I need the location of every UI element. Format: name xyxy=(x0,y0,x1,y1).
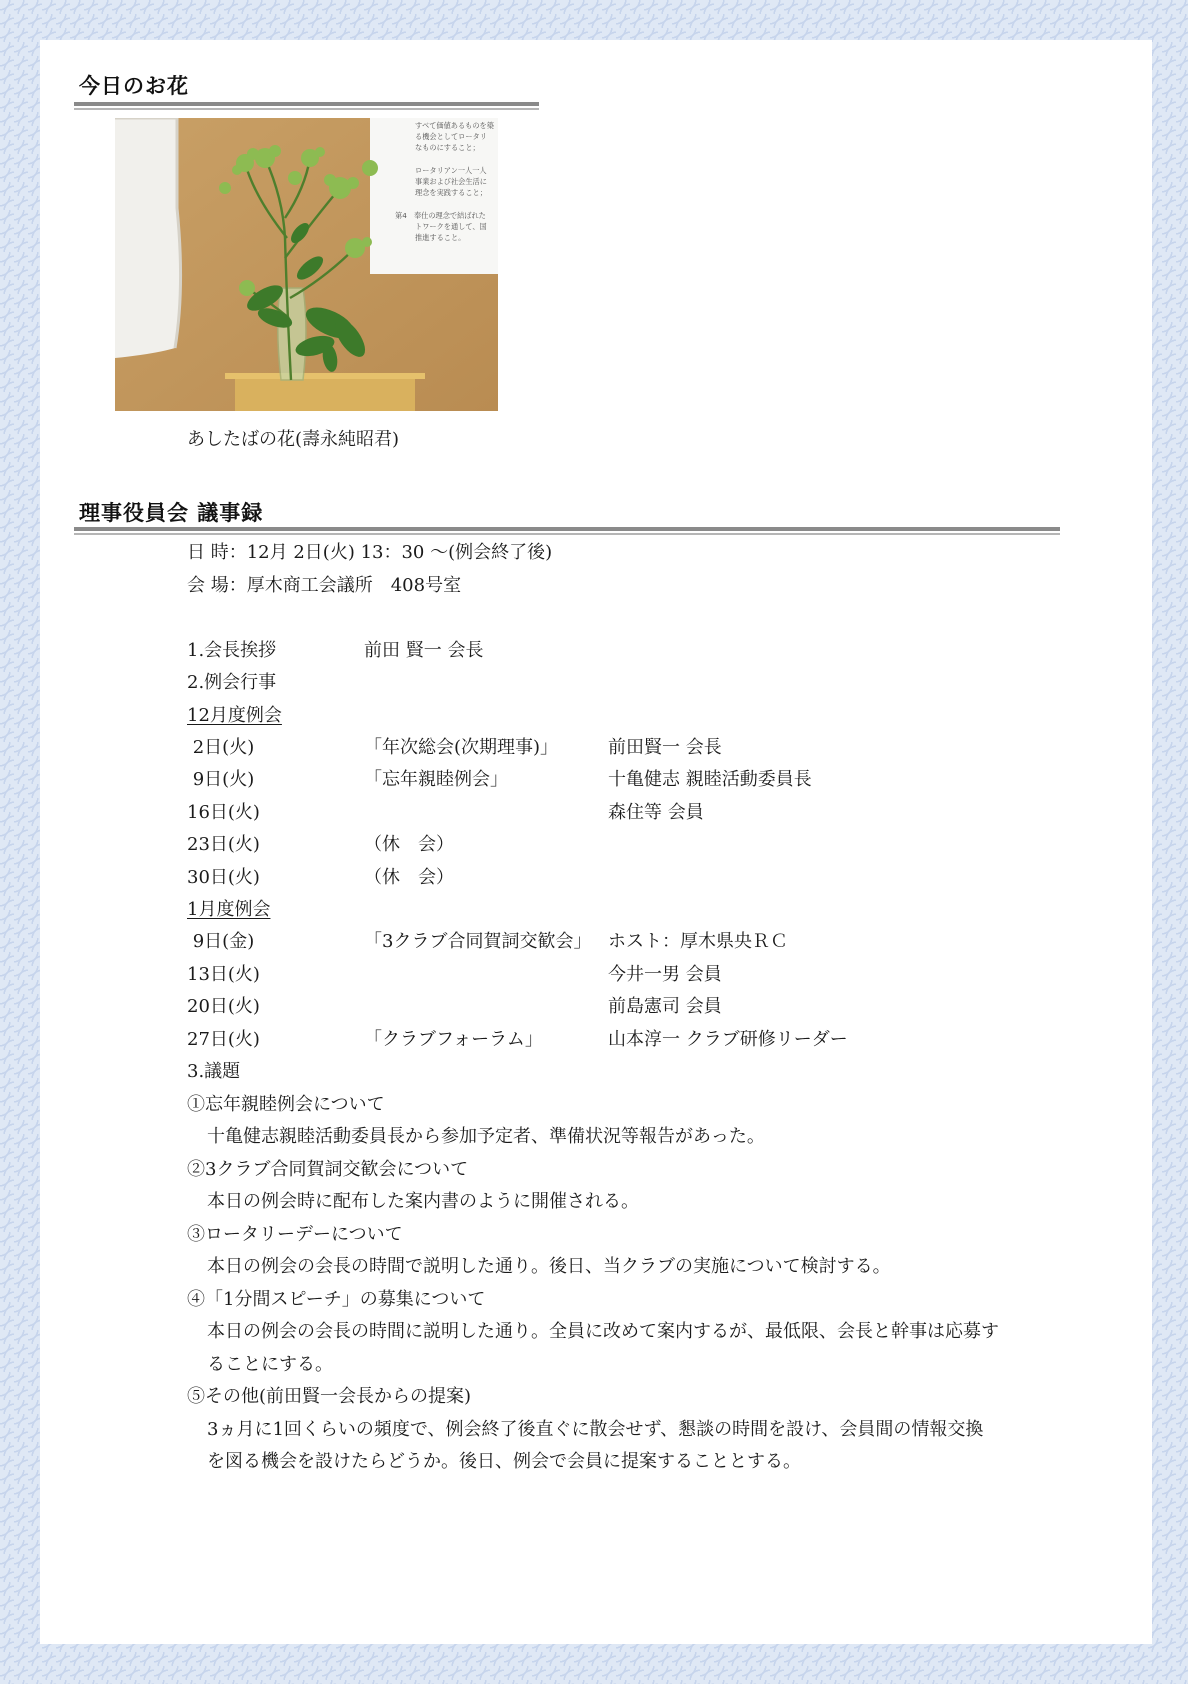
agenda-item-body: ることにする。 xyxy=(207,1354,333,1375)
schedule-event: （休 会） xyxy=(364,834,454,855)
schedule-date: 16日(火) xyxy=(187,802,260,823)
schedule-date: 9日(金) xyxy=(187,931,255,952)
schedule-event: 「忘年親睦例会」 xyxy=(364,769,508,790)
flower-heading-rule xyxy=(74,102,539,110)
flower-caption: あしたばの花(壽永純昭君) xyxy=(187,429,400,450)
svg-text:事業および社会生活に: 事業および社会生活に xyxy=(415,177,487,186)
agenda-item-body: 本日の例会の会長の時間で説明した通り。後日、当クラブの実施について検討する。 xyxy=(207,1256,891,1277)
agenda-item-body: 3ヵ月に1回くらいの頻度で、例会終了後直ぐに散会せず、懇談の時間を設け、会員間の情報交換 xyxy=(207,1419,984,1440)
flower-heading: 今日のお花 xyxy=(79,74,189,98)
flower-photo xyxy=(115,118,498,411)
agenda-item-body: 本日の例会時に配布した案内書のように開催される。 xyxy=(207,1191,639,1212)
greeting-person: 前田 賢一 会長 xyxy=(364,640,484,661)
schedule-date: 13日(火) xyxy=(187,964,260,985)
agenda-item-body: 十亀健志親睦活動委員長から参加予定者、準備状況等報告があった。 xyxy=(207,1126,765,1147)
schedule-person: 前田賢一 会長 xyxy=(608,737,722,758)
events-label: 2.例会行事 xyxy=(187,672,277,693)
svg-text:理念を実践すること；: 理念を実践すること； xyxy=(415,188,487,197)
agenda-item-title: ③ロータリーデーについて xyxy=(187,1224,403,1245)
schedule-date: 2日(火) xyxy=(187,737,255,758)
schedule-date: 30日(火) xyxy=(187,867,260,888)
schedule-person: 山本淳一 クラブ研修リーダー xyxy=(608,1029,848,1050)
schedule-event: （休 会） xyxy=(364,867,454,888)
svg-text:ロータリアン一人一人: ロータリアン一人一人 xyxy=(415,166,487,175)
svg-text:る機会としてロータリ: る機会としてロータリ xyxy=(415,132,487,141)
meeting-datetime: 日 時：12月 2日(火) 13：30 ～(例会終了後) xyxy=(187,542,553,563)
agenda-item-title: ①忘年親睦例会について xyxy=(187,1094,385,1115)
schedule-date: 23日(火) xyxy=(187,834,260,855)
schedule-person: 今井一男 会員 xyxy=(608,964,722,985)
flower-arrangement-illustration xyxy=(115,118,498,411)
agenda-item-title: ⑤その他(前田賢一会長からの提案) xyxy=(187,1386,472,1407)
schedule-person: ホスト：厚木県央ＲＣ xyxy=(608,931,788,952)
agenda-item-title: ②3クラブ合同賀詞交歓会について xyxy=(187,1159,469,1180)
svg-text:推進すること。: 推進すること。 xyxy=(415,233,466,242)
svg-text:第4 奉仕の理念で結ばれた: 第4 奉仕の理念で結ばれた xyxy=(395,211,486,220)
schedule-event: 「年次総会(次期理事)」 xyxy=(364,737,559,758)
meeting-venue: 会 場：厚木商工会議所 408号室 xyxy=(187,575,462,596)
greeting-label: 1.会長挨拶 xyxy=(187,640,277,661)
december-meetings-label: 12月度例会 xyxy=(187,705,282,726)
schedule-date: 20日(火) xyxy=(187,996,260,1017)
schedule-date: 9日(火) xyxy=(187,769,255,790)
schedule-event: 「クラブフォーラム」 xyxy=(364,1029,543,1050)
agenda-label: 3.議題 xyxy=(187,1061,241,1082)
svg-text:なものにすること；: なものにすること； xyxy=(415,143,480,152)
schedule-date: 27日(火) xyxy=(187,1029,260,1050)
svg-text:トワークを通して、国: トワークを通して、国 xyxy=(415,222,487,231)
newsletter-page xyxy=(40,40,1152,1644)
agenda-item-title: ④「1分間スピーチ」の募集について xyxy=(187,1289,486,1310)
schedule-person: 森住等 会員 xyxy=(608,802,704,823)
minutes-heading-rule xyxy=(74,527,1060,535)
schedule-event: 「3クラブ合同賀詞交歓会」 xyxy=(364,931,592,952)
schedule-person: 十亀健志 親睦活動委員長 xyxy=(608,769,812,790)
agenda-item-body: 本日の例会の会長の時間に説明した通り。全員に改めて案内するが、最低限、会長と幹事は応募す xyxy=(207,1321,999,1342)
agenda-item-body: を図る機会を設けたらどうか。後日、例会で会員に提案することとする。 xyxy=(207,1451,801,1472)
minutes-heading: 理事役員会 議事録 xyxy=(79,501,264,525)
schedule-person: 前島憲司 会員 xyxy=(608,996,722,1017)
january-meetings-label: 1月度例会 xyxy=(187,899,271,920)
svg-text:すべて価値あるものを築: すべて価値あるものを築 xyxy=(415,121,494,130)
